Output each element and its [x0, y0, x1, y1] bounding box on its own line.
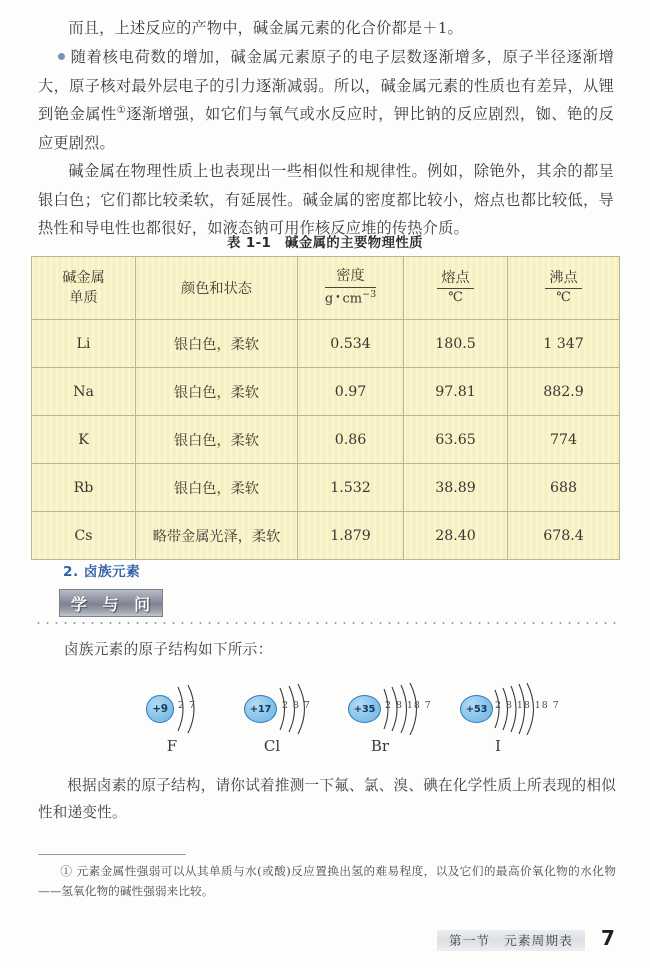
paragraph-2 [38, 43, 614, 157]
cell-boiling: 774 [508, 416, 620, 464]
study-and-ask-badge [59, 589, 163, 617]
column-header-density-unit: g • $cm^{-3}$ [324, 289, 377, 307]
cell-density: 0.534 [298, 320, 404, 368]
cell-element: K [32, 416, 136, 464]
atom-diagram-br [346, 683, 476, 761]
cell-boiling: 882.9 [508, 368, 620, 416]
column-header-density [298, 257, 404, 320]
nucleus-charge-f: +9 [146, 695, 174, 723]
page-number: 7 [601, 926, 615, 950]
nucleus-charge-i: +53 [460, 695, 493, 723]
atom-label-br: Br [370, 737, 390, 755]
table-header-row [32, 257, 620, 320]
cell-density: 1.532 [298, 464, 404, 512]
column-header-element-line2: 单质 [69, 290, 98, 306]
section-heading-halogens: 2. 卤族元素 [63, 564, 141, 580]
halogen-intro-text: 卤族元素的原子结构如下所示： [64, 641, 273, 658]
footnote-text: 元素金属性强弱可以从其单质与水(或酸)反应置换出氢的难易程度，以及它们的最高价氧化物的水化物——氢氧化物的碱性强弱来比较。 [38, 864, 616, 898]
nucleus-charge-br: +35 [348, 695, 381, 723]
column-header-melting-label: 熔点 [437, 270, 473, 290]
atom-label-cl: Cl [263, 737, 281, 755]
paragraph-3-text: 碱金属在物理性质上也表现出一些相似性和规律性。例如，除铯外，其余的都呈银白色；它们都比较柔软，有延展性。碱金属的密度都比较小，熔点也都比较低，导热性和导电性也都很好，如液态钠可用作核反应堆的传热介质。 [38, 162, 614, 237]
cell-melting: 28.40 [404, 512, 508, 560]
column-header-boiling-label: 沸点 [545, 270, 581, 290]
footnote-marker: ① [60, 864, 73, 878]
paragraph-1-text: 而且，上述反应的产物中，碱金属元素的化合价都是＋1。 [68, 19, 463, 37]
table-body [32, 320, 620, 560]
column-header-element [32, 257, 136, 320]
cell-density: 1.879 [298, 512, 404, 560]
cell-boiling: 1 347 [508, 320, 620, 368]
shell-electron-counts-cl: 2 8 7 [282, 700, 311, 711]
cell-density: 0.86 [298, 416, 404, 464]
shell-electron-counts-br: 2 8 18 7 [385, 700, 432, 711]
paragraph-3 [38, 157, 614, 243]
shell-electron-counts-i: 2 8 18 18 7 [495, 700, 560, 711]
cell-boiling: 678.4 [508, 512, 620, 560]
cell-melting: 38.89 [404, 464, 508, 512]
footnote [38, 861, 616, 901]
footnote-reference-marker: ① [116, 104, 127, 116]
table-row [32, 464, 620, 512]
table-row [32, 320, 620, 368]
cell-melting: 63.65 [404, 416, 508, 464]
column-header-boiling-unit: ℃ [556, 290, 571, 306]
dotted-divider [34, 622, 618, 624]
atom-label-i: I [495, 737, 501, 755]
footnote-divider [38, 854, 186, 855]
cell-melting: 180.5 [404, 320, 508, 368]
paragraph-2-text-b: 逐渐增强，如它们与氧气或水反应时，钾比钠的反应剧烈，铷、铯的反应更剧烈。 [38, 105, 615, 152]
cell-density: 0.97 [298, 368, 404, 416]
column-header-boiling-point [508, 257, 620, 320]
cell-appearance: 银白色，柔软 [136, 416, 298, 464]
cell-boiling: 688 [508, 464, 620, 512]
column-header-density-label: 密度 [325, 268, 376, 288]
nucleus-charge-cl: +17 [244, 695, 277, 723]
atom-diagram-i [458, 683, 588, 761]
footer-section-title: 第一节 元素周期表 [448, 933, 574, 948]
column-header-element-line1: 碱金属 [62, 270, 105, 286]
physical-properties-table [31, 256, 619, 560]
table-row [32, 512, 620, 560]
halogen-question-text: 根据卤素的原子结构，请你试着推测一下氟、氯、溴、碘在化学性质上所表现的相似性和递变性。 [38, 777, 616, 821]
cell-element: Rb [32, 464, 136, 512]
cell-element: Cs [32, 512, 136, 560]
table-row [32, 416, 620, 464]
cell-element: Li [32, 320, 136, 368]
paragraph-1 [38, 14, 614, 43]
cell-melting: 97.81 [404, 368, 508, 416]
table-row [32, 368, 620, 416]
table-caption: 表 1-1 碱金属的主要物理性质 [227, 236, 423, 251]
cell-appearance: 银白色，柔软 [136, 464, 298, 512]
column-header-melting-point [404, 257, 508, 320]
atomic-structure-diagrams [38, 683, 616, 761]
cell-appearance: 银白色，柔软 [136, 320, 298, 368]
column-header-appearance: 颜色和状态 [136, 257, 298, 320]
cell-appearance: 略带金属光泽，柔软 [136, 512, 298, 560]
atom-label-f: F [166, 737, 178, 755]
study-and-ask-label: 学 与 问 [70, 594, 156, 614]
column-header-melting-unit: ℃ [448, 290, 463, 306]
bullet-icon [58, 53, 65, 60]
paragraph-2-text-a: 随着核电荷数的增加，碱金属元素原子的电子层数逐渐增多，原子半径逐渐增大，原子核对最外层电子的引力逐渐减弱。所以，碱金属元素的性质也有差异，从锂到铯金属性 [38, 48, 614, 123]
cell-appearance: 银白色，柔软 [136, 368, 298, 416]
shell-electron-counts-f: 2 7 [178, 700, 196, 711]
cell-element: Na [32, 368, 136, 416]
